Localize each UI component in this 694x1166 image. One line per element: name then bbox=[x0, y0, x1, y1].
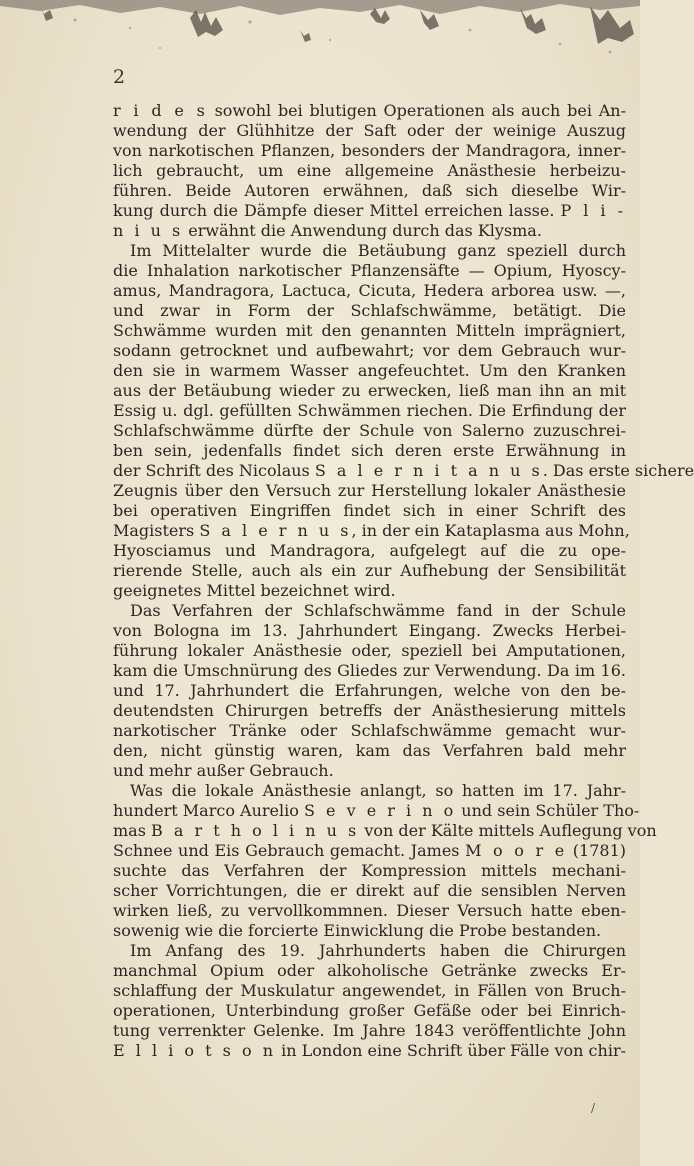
text-line bbox=[113, 101, 626, 121]
text-line bbox=[113, 241, 626, 261]
spaced-name: P l i - bbox=[560, 201, 626, 220]
text-run: deutendsten Chirurgen betreffs der Anästhesierung mittels bbox=[113, 701, 626, 720]
text-line bbox=[113, 341, 626, 361]
text-line bbox=[113, 1001, 626, 1021]
text-line bbox=[113, 981, 626, 1001]
text-line bbox=[113, 561, 626, 581]
text-run: den, nicht günstig waren, kam das Verfahren bald mehr bbox=[113, 741, 626, 760]
text-run: (1781) bbox=[567, 841, 626, 860]
text-run: und mehr außer Gebrauch. bbox=[113, 761, 334, 780]
text-line bbox=[113, 321, 626, 341]
spaced-name: E l l i o t s o n bbox=[113, 1041, 277, 1060]
text-run: der Schrift des Nicolaus bbox=[113, 461, 315, 480]
text-run: Im Mittelalter wurde die Betäubung ganz speziell durch bbox=[130, 241, 626, 260]
text-run: Hyosciamus und Mandragora, aufgelegt auf die zu ope- bbox=[113, 541, 626, 560]
torn-page-edge-texture bbox=[0, 0, 640, 70]
text-line bbox=[113, 161, 626, 181]
text-line bbox=[113, 661, 626, 681]
text-run: . Das erste sichere bbox=[542, 461, 694, 480]
text-line bbox=[113, 461, 694, 481]
text-line bbox=[113, 961, 626, 981]
text-line bbox=[113, 401, 626, 421]
text-run: kam die Umschnürung des Gliedes zur Verwendung. Da im 16. bbox=[113, 661, 626, 680]
text-line bbox=[113, 821, 657, 841]
text-line bbox=[113, 141, 626, 161]
text-run: den sie in warmem Wasser angefeuchtet. Um den Kranken bbox=[113, 361, 626, 380]
text-line bbox=[113, 121, 626, 141]
text-run: sodann getrocknet und aufbewahrt; vor dem Gebrauch wur- bbox=[113, 341, 626, 360]
spaced-name: B a r t h o l i n u s bbox=[151, 821, 360, 840]
text-run: die Inhalation narkotischer Pflanzensäfte — Opium, Hyoscy- bbox=[113, 261, 626, 280]
text-run: von narkotischen Pflanzen, besonders der Mandragora, inner- bbox=[113, 141, 626, 160]
text-line bbox=[113, 921, 626, 941]
text-run: führen. Beide Autoren erwähnen, daß sich dieselbe Wir- bbox=[113, 181, 626, 200]
text-run: scher Vorrichtungen, die er direkt auf die sensiblen Nerven bbox=[113, 881, 626, 900]
text-run: und zwar in Form der Schlafschwämme, betätigt. Die bbox=[113, 301, 626, 320]
text-run: hundert Marco Aurelio bbox=[113, 801, 304, 820]
text-run: operationen, Unterbindung großer Gefäße oder bei Einrich- bbox=[113, 1001, 626, 1020]
text-run: Schnee und Eis Gebrauch gemacht. James bbox=[113, 841, 466, 860]
text-line bbox=[113, 881, 626, 901]
text-line bbox=[113, 521, 630, 541]
text-run: von Bologna im 13. Jahrhundert Eingang. Zwecks Herbei- bbox=[113, 621, 626, 640]
text-line bbox=[113, 901, 626, 921]
body-text bbox=[113, 101, 694, 1061]
spaced-name: S e v e r i n o bbox=[303, 801, 457, 820]
pencil-mark: / bbox=[591, 1101, 596, 1115]
text-line bbox=[113, 1021, 626, 1041]
text-line bbox=[113, 1041, 626, 1061]
spaced-name: r i d e s bbox=[113, 101, 208, 120]
text-line bbox=[113, 641, 626, 661]
text-run: , in der ein Kataplasma aus Mohn, bbox=[351, 521, 630, 540]
text-run: tung verrenkter Gelenke. Im Jahre 1843 veröffentlichte John bbox=[113, 1021, 626, 1040]
text-line bbox=[113, 781, 626, 801]
text-run: von der Kälte mittels Auflegung von bbox=[359, 821, 657, 840]
text-run: aus der Betäubung wieder zu erwecken, ließ man ihn an mit bbox=[113, 381, 626, 400]
text-line bbox=[113, 181, 626, 201]
text-line bbox=[113, 281, 626, 301]
text-line bbox=[113, 481, 626, 501]
text-line bbox=[113, 441, 626, 461]
text-line bbox=[113, 541, 626, 561]
text-run: Schlafschwämme dürfte der Schule von Salerno zuzuschrei- bbox=[113, 421, 626, 440]
spaced-name: n i u s bbox=[113, 221, 184, 240]
page-number: 2 bbox=[113, 66, 126, 88]
text-run: wendung der Glühhitze der Saft oder der weinige Auszug bbox=[113, 121, 626, 140]
text-run: Schwämme wurden mit den genannten Mitteln imprägniert, bbox=[113, 321, 626, 340]
text-line bbox=[113, 221, 626, 241]
text-run: führung lokaler Anästhesie oder, speziell bei Amputationen, bbox=[113, 641, 626, 660]
text-run: suchte das Verfahren der Kompression mittels mechani- bbox=[113, 861, 626, 880]
text-run: kung durch die Dämpfe dieser Mittel erreichen lasse. bbox=[113, 201, 561, 220]
text-run: und 17. Jahrhundert die Erfahrungen, welche von den be- bbox=[113, 681, 626, 700]
spaced-name: M o o r e bbox=[465, 841, 568, 860]
text-run: geeignetes Mittel bezeichnet wird. bbox=[113, 581, 396, 600]
text-run: narkotischer Tränke oder Schlafschwämme gemacht wur- bbox=[113, 721, 626, 740]
text-run: wirken ließ, zu vervollkommnen. Dieser Versuch hatte eben- bbox=[113, 901, 626, 920]
text-run: erwähnt die Anwendung durch das Klysma. bbox=[183, 221, 542, 240]
text-line bbox=[113, 501, 626, 521]
text-run: Magisters bbox=[113, 521, 200, 540]
text-run: ben sein, jedenfalls findet sich deren erste Erwähnung in bbox=[113, 441, 626, 460]
text-run: sowohl bei blutigen Operationen als auch bei An- bbox=[207, 101, 626, 120]
text-line bbox=[113, 381, 626, 401]
text-line bbox=[113, 621, 626, 641]
text-run: mas bbox=[113, 821, 152, 840]
text-line bbox=[113, 941, 626, 961]
text-run: Im Anfang des 19. Jahrhunderts haben die Chirurgen bbox=[130, 941, 626, 960]
text-line bbox=[113, 801, 640, 821]
text-run: schlaffung der Muskulatur angewendet, in Fällen von Bruch- bbox=[113, 981, 626, 1000]
text-line bbox=[113, 721, 626, 741]
text-run: manchmal Opium oder alkoholische Getränke zwecks Er- bbox=[113, 961, 626, 980]
text-line bbox=[113, 201, 626, 221]
text-line bbox=[113, 841, 626, 861]
text-line bbox=[113, 701, 626, 721]
text-run: Was die lokale Anästhesie anlangt, so hatten im 17. Jahr- bbox=[130, 781, 626, 800]
text-line bbox=[113, 681, 626, 701]
text-run: amus, Mandragora, Lactuca, Cicuta, Hedera arborea usw. —, bbox=[113, 281, 626, 300]
text-line bbox=[113, 301, 626, 321]
text-line bbox=[113, 761, 626, 781]
text-run: in London eine Schrift über Fälle von chir- bbox=[276, 1041, 626, 1060]
spaced-name: S a l e r n i t a n u s bbox=[314, 461, 543, 480]
text-run: bei operativen Eingriffen findet sich in einer Schrift des bbox=[113, 501, 626, 520]
text-line bbox=[113, 861, 626, 881]
text-line bbox=[113, 581, 626, 601]
text-line bbox=[113, 601, 626, 621]
text-run: Zeugnis über den Versuch zur Herstellung lokaler Anästhesie bbox=[113, 481, 626, 500]
text-line bbox=[113, 361, 626, 381]
text-run: rierende Stelle, auch als ein zur Aufhebung der Sensibilität bbox=[113, 561, 626, 580]
text-line bbox=[113, 421, 626, 441]
spaced-name: S a l e r n u s bbox=[199, 521, 352, 540]
text-run: Das Verfahren der Schlafschwämme fand in der Schule bbox=[130, 601, 626, 620]
text-line bbox=[113, 261, 626, 281]
text-run: sowenig wie die forcierte Einwicklung die Probe bestanden. bbox=[113, 921, 602, 940]
text-run: lich gebraucht, um eine allgemeine Anästhesie herbeizu- bbox=[113, 161, 626, 180]
text-run: Essig u. dgl. gefüllten Schwämmen riechen. Die Erfindung der bbox=[113, 401, 626, 420]
text-line bbox=[113, 741, 626, 761]
text-run: und sein Schüler Tho- bbox=[456, 801, 640, 820]
